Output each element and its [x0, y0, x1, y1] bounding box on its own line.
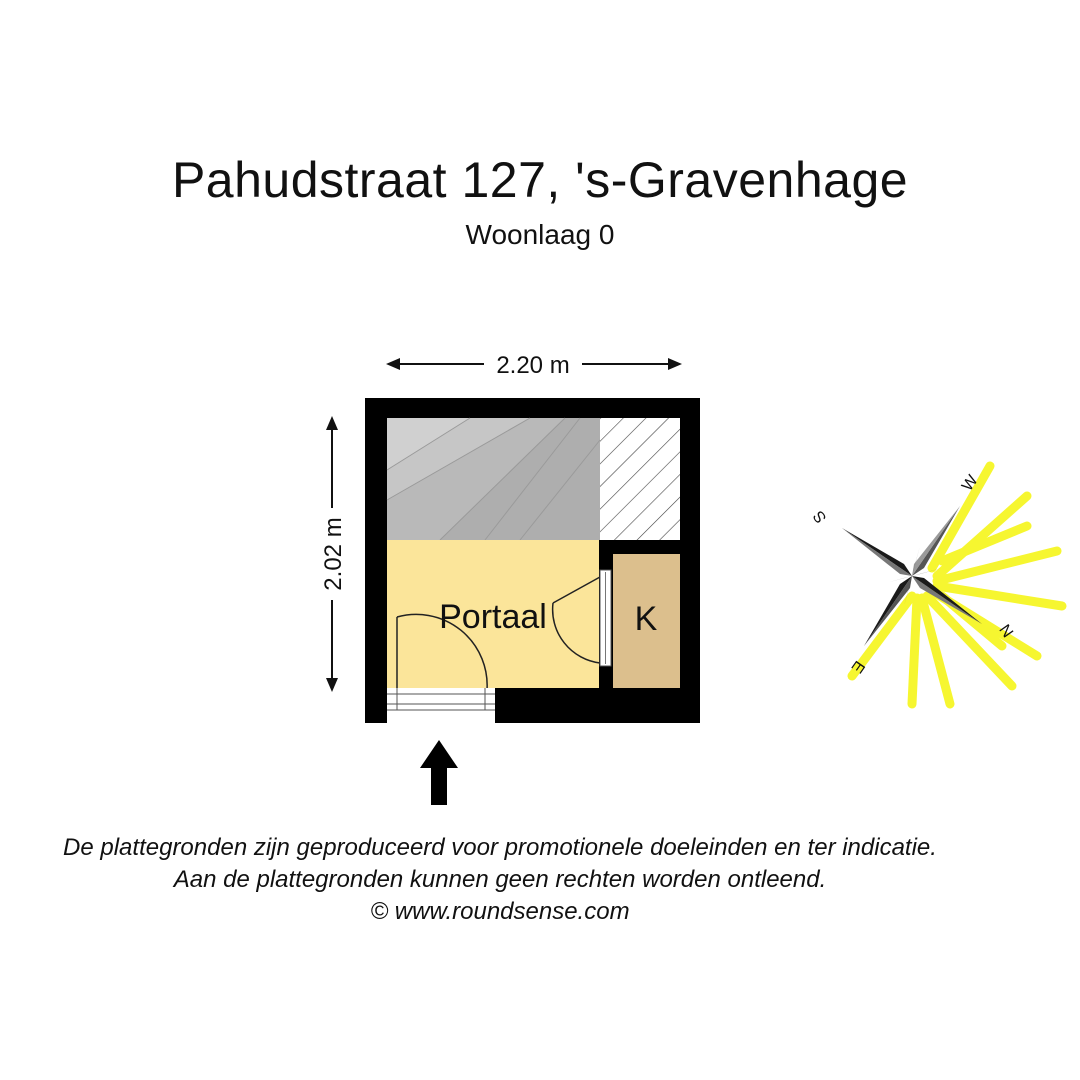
entrance-arrow-icon [420, 740, 458, 805]
page-title: Pahudstraat 127, 's-Gravenhage [171, 152, 909, 208]
height-dimension [320, 416, 347, 692]
sun-rays-icon [852, 466, 1062, 704]
disclaimer-line-1: De plattegronden zijn geproduceerd voor promotionele doeleinden en ter indicatie. [63, 834, 937, 861]
compass-label-s: S [810, 507, 831, 526]
compass-label-n: N [995, 621, 1016, 642]
disclaimer-line-3: © www.roundsense.com [370, 898, 630, 925]
disclaimer [0, 832, 1000, 928]
height-label: 2.02 m [320, 517, 347, 591]
compass-label-w: W [959, 472, 982, 495]
stairs [387, 418, 680, 540]
width-label: 2.20 m [496, 352, 570, 379]
compass-icon [810, 466, 1062, 704]
room-portaal [387, 540, 600, 690]
floor-subtitle: Woonlaag 0 [465, 219, 615, 250]
width-dimension [386, 352, 682, 379]
room-label-portaal: Portaal [439, 598, 547, 636]
disclaimer-line-2: Aan de plattegronden kunnen geen rechten worden ontleend. [173, 866, 827, 893]
k-door [600, 570, 611, 666]
compass-label-e: E [847, 657, 868, 676]
entrance-door [387, 688, 495, 723]
room-label-k: K [634, 600, 658, 638]
room-k [613, 554, 680, 688]
